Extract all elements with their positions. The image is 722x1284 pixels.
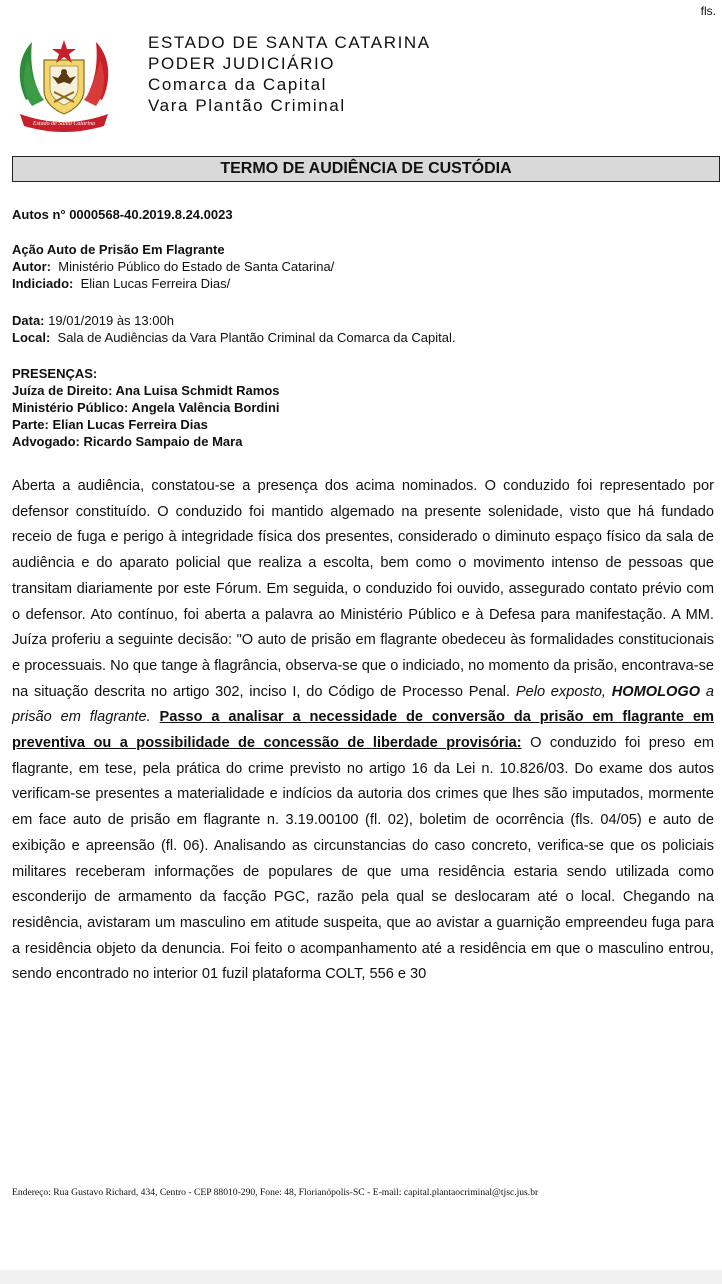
indicted-line: Indiciado: Elian Lucas Ferreira Dias/	[12, 276, 231, 291]
attendance-lawyer: Advogado: Ricardo Sampaio de Mara	[12, 434, 243, 449]
attendance-prosecutor: Ministério Público: Angela Valência Bordini	[12, 400, 280, 415]
header-court: Vara Plantão Criminal	[148, 96, 346, 115]
header-district: Comarca da Capital	[148, 75, 328, 94]
case-number: Autos n° 0000568-40.2019.8.24.0023	[12, 207, 233, 222]
action-type: Ação Auto de Prisão Em Flagrante	[12, 242, 225, 257]
author-line: Autor: Ministério Público do Estado de Santa Catarina/	[12, 259, 335, 274]
svg-text:Estado de Santa Catarina: Estado de Santa Catarina	[32, 121, 96, 127]
attendance-section	[12, 365, 280, 450]
underlined-decision-heading: Passo a analisar a necessidade de conversão da prisão em flagrante em preventiva ou a possibilidade de concessão de liberdade provisória:	[12, 709, 714, 752]
page-bottom-strip	[0, 1270, 722, 1284]
hearing-body-text: Aberta a audiência, constatou-se a presença dos acima nominados. O conduzido foi representado por defensor constituído. O conduzido foi mantido algemado na presente solenidade, visto que há fundado receio de fuga e perigo à integridade física dos presentes, considerado o diminuto espaço físico da sala de audiência e do aparato policial que realiza a escolta, bem como o movimento intenso de pessoas que transitam diariamente por este Fórum. Em seguida, o conduzido foi ouvido, assegurado contato prévio com o defensor. Ato contínuo, foi aberta a palavra ao Ministério Público e à Defesa para manifestação. A MM. Juíza proferiu a seguinte decisão: "O auto de prisão em flagrante obedeceu às formalidades constitucionais e processuais. No que tange à flagrância, observa-se que o indiciado, no momento da prisão, encontrava-se na situação descrita no artigo 302, inciso I, do Código de Processo Penal. Pelo exposto, HOMOLOGO a prisão em flagrante. Passo a analisar a necessidade de conversão da prisão em flagrante em preventiva ou a possibilidade de concessão de liberdade provisória: O conduzido foi preso em flagrante, em tese, pela prática do crime previsto no artigo 16 da Lei n. 10.826/03. Do exame dos autos verificam-se presentes a materialidade e indícios da autoria dos crimes que lhes são imputados, mormente em face auto de prisão em flagrante n. 3.19.00100 (fl. 02), boletim de ocorrência (fls. 04/05) e auto de exibição e apreensão (fl. 06). Analisando as circunstancias do caso concreto, verifica-se que os policiais militares receberam informações de populares de que uma residência estaria sendo utilizada como esconderijo de armamento da facção PGC, razão pela qual se deslocaram até o local. Chegando na residência, avistaram um masculino em atitude suspeita, que ao avistar a guarnição empreendeu fuga para a residência objeto da denuncia. Foi feito o acompanhamento até a residência em que o masculino entrou, sendo encontrado no interior 01 fuzil plataforma COLT, 556 e 30	[12, 478, 715, 983]
document-title: TERMO DE AUDIÊNCIA DE CUSTÓDIA	[12, 156, 720, 182]
case-parties	[12, 241, 334, 292]
footer-address: Endereço: Rua Gustavo Richard, 434, Centro - CEP 88010-290, Fone: 48, Florianópolis-SC - E-mail: capital.plantaocriminal@tjsc.jus.br	[12, 1187, 539, 1198]
attendance-heading: PRESENÇAS:	[12, 366, 98, 381]
santa-catarina-coat-of-arms	[14, 30, 114, 134]
location-line: Local: Sala de Audiências da Vara Plantão Criminal da Comarca da Capital.	[12, 330, 456, 345]
attendance-judge: Juíza de Direito: Ana Luisa Schmidt Ramos	[12, 383, 280, 398]
header-branch: PODER JUDICIÁRIO	[148, 54, 336, 73]
date-line: Data: 19/01/2019 às 13:00h	[12, 313, 174, 328]
header-state: ESTADO DE SANTA CATARINA	[148, 33, 431, 52]
attendance-party: Parte: Elian Lucas Ferreira Dias	[12, 417, 208, 432]
page-marker: fls.	[700, 4, 716, 18]
court-header	[148, 32, 431, 116]
hearing-details	[12, 312, 455, 346]
